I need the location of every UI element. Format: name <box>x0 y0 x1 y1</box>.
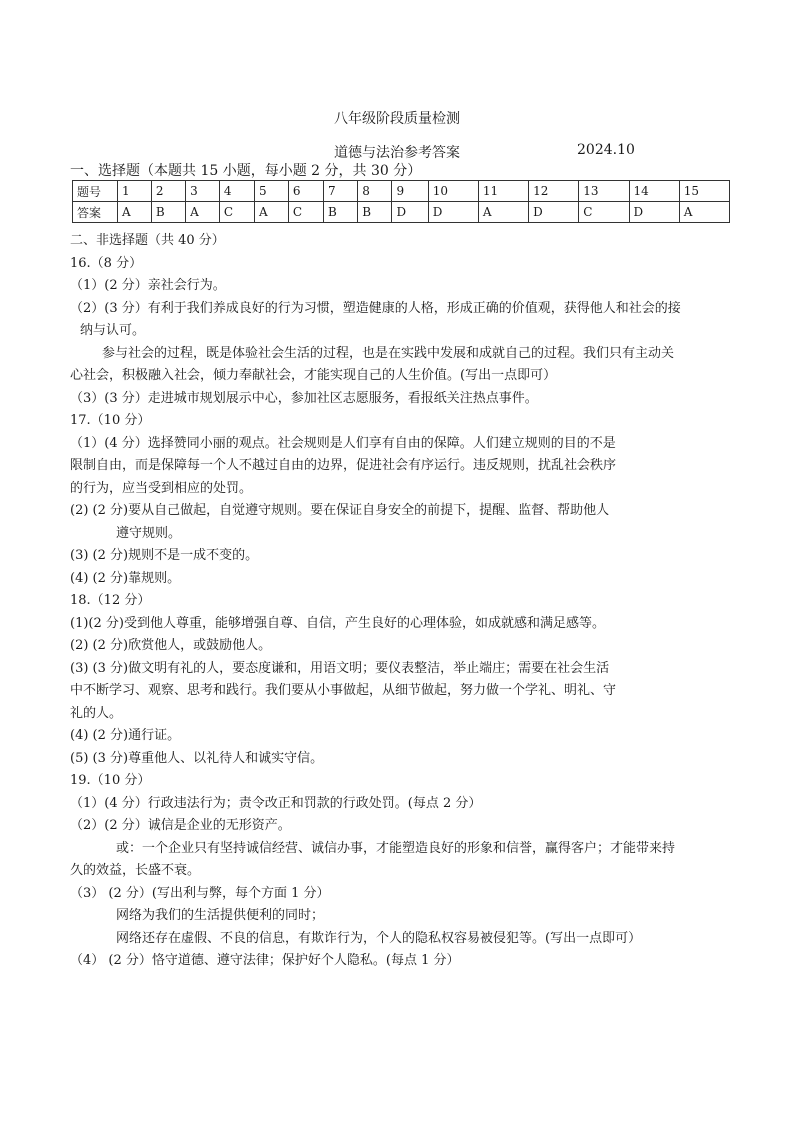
answer-cell: A <box>679 202 729 223</box>
answer-cell: D <box>629 202 679 223</box>
answer-line: (3) (2 分)规则不是一成不变的。 <box>70 548 259 563</box>
answer-cell: A <box>186 202 220 223</box>
answer-line: 或：一个企业只有坚持诚信经营、诚信办事，才能塑造良好的形象和信誉，赢得客户；才能带来持 <box>116 840 676 856</box>
answer-line: 心社会，积极融入社会，倾力奉献社会，才能实现自己的人生价值。(写出一点即可） <box>70 368 557 383</box>
answer-line: 中不断学习、观察、思考和践行。我们要从小事做起，从细节做起，努力做一个学礼、明礼、守 <box>70 683 617 698</box>
subject-label: 道德与法治参考答案 <box>334 145 460 161</box>
question-number-row <box>73 181 730 202</box>
row-label-question: 题号 <box>73 181 118 202</box>
row-label-answer: 答案 <box>73 202 118 223</box>
question-number: 12 <box>529 181 579 202</box>
question-number: 4 <box>219 181 254 202</box>
answer-line: 久的效益，长盛不衰。 <box>70 863 201 878</box>
answer-line: (4) (2 分)靠规则。 <box>70 570 181 586</box>
question-heading: 17.（10 分） <box>70 413 151 428</box>
answer-cell: D <box>529 202 579 223</box>
answer-line: (2) (2 分)欣赏他人，或鼓励他人。 <box>70 638 272 653</box>
answer-line: （3） (2 分）(写出利与弊，每个方面 1 分） <box>70 885 330 901</box>
section2-heading: 二、非选择题（共 40 分） <box>70 233 225 248</box>
answer-line: 限制自由，而是保障每一个人不越过自由的边界，促进社会有序运行。违反规则，扰乱社会秩序 <box>70 458 617 473</box>
answer-line: （2）(3 分）有利于我们养成良好的行为习惯，塑造健康的人格，形成正确的价值观，获得他人和社会的接 <box>70 300 681 316</box>
question-number: 11 <box>478 181 528 202</box>
question-number: 14 <box>629 181 679 202</box>
answer-line: (1)(2 分)受到他人尊重，能够增强自尊、自信，产生良好的心理体验，如成就感和满足感等。 <box>70 615 605 631</box>
answer-cell: A <box>255 202 289 223</box>
question-number: 9 <box>392 181 428 202</box>
answer-cell: B <box>358 202 392 223</box>
question-number: 8 <box>358 181 392 202</box>
answer-line: 礼的人。 <box>70 705 123 721</box>
answer-cell: C <box>288 202 323 223</box>
answer-line: (4) (2 分)通行证。 <box>70 728 181 743</box>
answer-line: （4） (2 分）恪守道德、遵守法律；保护好个人隐私。(每点 1 分） <box>70 953 460 968</box>
answer-cell: C <box>579 202 629 223</box>
question-heading: 19.（10 分） <box>70 773 151 788</box>
answer-cell: A <box>118 202 152 223</box>
question-number: 6 <box>288 181 323 202</box>
question-number: 5 <box>255 181 289 202</box>
answer-line: 参与社会的过程，既是体验社会生活的过程，也是在实践中发展和成就自己的过程。我们只有主动关 <box>102 345 675 361</box>
answer-line: 网络为我们的生活提供便利的同时； <box>116 908 325 923</box>
section1-heading: 一、选择题（本题共 15 小题，每小题 2 分，共 30 分） <box>70 163 422 179</box>
answer-row <box>73 202 730 223</box>
question-number: 3 <box>186 181 220 202</box>
question-number: 7 <box>324 181 358 202</box>
question-heading: 18.（12 分） <box>70 593 151 608</box>
answer-line: (3) (3 分)做文明有礼的人，要态度谦和，用语文明；要仪表整洁，举止端庄；需要在社会生活 <box>70 660 610 676</box>
answer-line: （1）(2 分）亲社会行为。 <box>70 278 226 293</box>
answer-cell: A <box>478 202 528 223</box>
answer-line: （2）(2 分）诚信是企业的无形资产。 <box>70 818 291 833</box>
section2-body <box>70 230 740 973</box>
answer-line: 网络还存在虚假、不良的信息，有欺诈行为，个人的隐私权容易被侵犯等。(写出一点即可） <box>116 930 642 946</box>
answer-cell: B <box>324 202 358 223</box>
answer-cell: B <box>151 202 185 223</box>
question-number: 1 <box>118 181 152 202</box>
answer-line: (5) (3 分)尊重他人、以礼待人和诚实守信。 <box>70 750 324 766</box>
question-number: 2 <box>151 181 185 202</box>
answer-line: 的行为，应当受到相应的处罚。 <box>70 480 253 496</box>
answer-cell: C <box>219 202 254 223</box>
question-number: 15 <box>679 181 729 202</box>
multiple-choice-answer-table <box>72 180 730 223</box>
question-number: 13 <box>579 181 629 202</box>
exam-date: 2024.10 <box>577 142 635 158</box>
answer-line: 纳与认可。 <box>80 323 146 338</box>
answer-line: （1）(4 分）行政违法行为；责令改正和罚款的行政处罚。(每点 2 分） <box>70 795 482 811</box>
answer-line: （1）(4 分）选择赞同小丽的观点。社会规则是人们享有自由的保障。人们建立规则的目的不是 <box>70 435 616 451</box>
question-number: 10 <box>428 181 478 202</box>
question-heading: 16.（8 分） <box>70 255 143 271</box>
answer-line: （3）(3 分）走进城市规划展示中心，参加社区志愿服务，看报纸关注热点事件。 <box>70 390 538 406</box>
answer-line: 遵守规则。 <box>116 525 182 541</box>
answer-cell: D <box>392 202 428 223</box>
page-title: 八年级阶段质量检测 <box>334 111 460 127</box>
answer-line: (2) (2 分)要从自己做起，自觉遵守规则。要在保证自身安全的前提下，提醒、监督、帮助他人 <box>70 503 610 518</box>
answer-cell: D <box>428 202 478 223</box>
